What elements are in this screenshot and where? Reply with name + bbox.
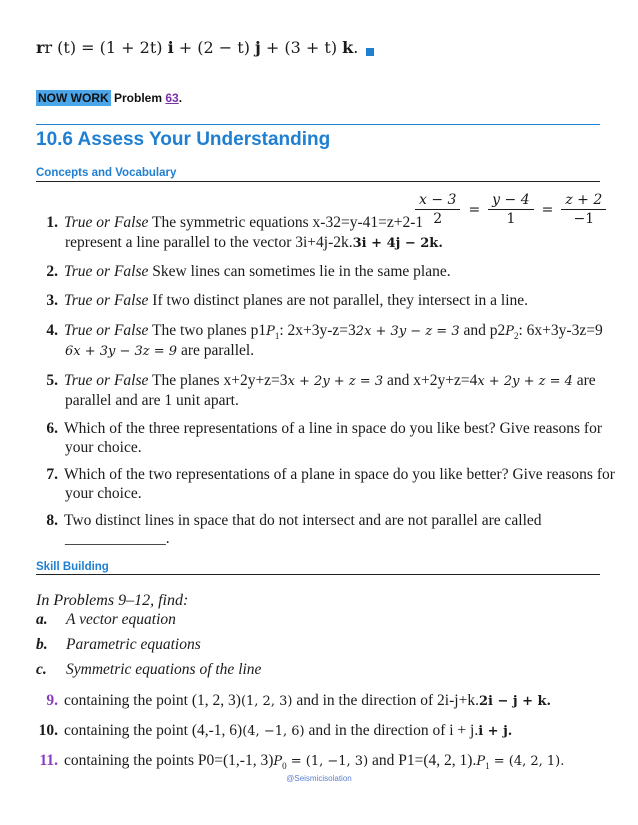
true-false-label: True or False: [64, 292, 149, 309]
section-title: 10.6 Assess Your Understanding: [36, 129, 331, 150]
subsection-concepts: Concepts and Vocabulary: [36, 167, 177, 179]
subsection-divider: [36, 574, 600, 575]
question-text: containing the points P0=(1,-1, 3): [64, 752, 274, 769]
frac-den: 2: [433, 211, 443, 227]
part-letter: b.: [36, 636, 48, 653]
frac-num: x − 3: [415, 192, 460, 210]
question-number: 5.: [46, 372, 58, 389]
question-number: 1.: [46, 214, 58, 231]
point-symbol: P: [273, 754, 283, 769]
section-divider: [36, 124, 600, 125]
now-work-callout: [36, 91, 182, 105]
question-11: [36, 752, 564, 771]
question-number[interactable]: 9.: [46, 692, 58, 709]
answer-blank: _____________.: [65, 530, 170, 547]
part-b: [36, 636, 201, 654]
question-text: The symmetric equations x-32=y-41=z+2-1: [148, 214, 424, 231]
formula-part: .: [353, 38, 359, 57]
question-text: containing the point (1, 2, 3): [64, 692, 241, 709]
question-text: Which of the two representations of a plane in space do you like better? Give reasons for: [64, 466, 615, 483]
plane-equation-math: x + 2y + z = 4: [477, 374, 573, 389]
question-2: [36, 263, 451, 281]
part-text: Parametric equations: [66, 636, 201, 653]
point-math: = (1, −1, 3): [286, 754, 369, 769]
watermark: @Seismicisolation: [286, 774, 352, 783]
frac-num: z + 2: [561, 192, 606, 210]
question-1: [36, 214, 423, 232]
question-text: : 2x+3y-z=3: [279, 322, 356, 339]
question-text: Which of the three representations of a line in space do you like best? Give reasons for: [64, 420, 603, 437]
question-8-line2: [65, 530, 170, 548]
question-number: 10.: [38, 722, 58, 739]
question-text: represent a line parallel to the vector 3i+4j-2k.: [65, 234, 353, 251]
question-text: parallel and are 1 unit apart.: [65, 392, 239, 409]
vector-math: i + j.: [478, 724, 513, 739]
part-letter: c.: [36, 661, 47, 678]
question-text: and in the direction of 2i-j+k.: [292, 692, 479, 709]
question-text: your choice.: [65, 485, 142, 502]
point-subscript: 0: [282, 761, 287, 772]
question-7: [36, 466, 615, 484]
plane-equation-math: x + 2y + z = 3: [287, 374, 384, 389]
frac-den: 1: [506, 211, 516, 227]
now-work-badge: NOW WORK: [38, 91, 109, 105]
point-symbol: P: [476, 754, 486, 769]
question-10: [36, 722, 512, 740]
question-text: are: [572, 372, 596, 389]
question-number: 3.: [46, 292, 58, 309]
part-text: Symmetric equations of the line: [66, 661, 262, 678]
formula-part: + (2 − t): [173, 38, 256, 57]
part-letter: a.: [36, 611, 48, 628]
question-8: [36, 512, 542, 530]
equals-sign: =: [541, 201, 554, 218]
question-text: If two distinct planes are not parallel, they intersect in a line.: [148, 292, 529, 309]
part-text: A vector equation: [66, 611, 176, 628]
problem-link[interactable]: 63: [165, 91, 179, 105]
question-text: The planes x+2y+z=3: [148, 372, 288, 389]
formula-k: k: [342, 38, 354, 57]
subsection-skill-building: Skill Building: [36, 561, 109, 573]
plane-symbol: P: [266, 324, 275, 339]
question-text: : 6x+3y-3z=9: [518, 322, 603, 339]
question-text: containing the point (4,-1, 6): [64, 722, 243, 739]
formula-part: + (3 + t): [260, 38, 343, 57]
point-math: = (4, 2, 1).: [489, 754, 565, 769]
question-text: and p2: [459, 322, 506, 339]
equals-sign: =: [468, 201, 481, 218]
frac-num: y − 4: [488, 192, 533, 210]
formula-r: r: [36, 38, 45, 57]
now-work-text: Problem: [114, 91, 166, 105]
question-4-line2: [65, 342, 254, 360]
question-text: are parallel.: [177, 342, 255, 359]
question-6-line2: [65, 439, 142, 457]
question-5-line2: [65, 392, 239, 410]
now-work-period: .: [178, 91, 183, 105]
true-false-label: True or False: [64, 372, 149, 389]
true-false-label: True or False: [64, 322, 149, 339]
vector-math: 2i − j + k.: [478, 694, 552, 709]
true-false-label: True or False: [64, 263, 149, 280]
true-false-label: True or False: [64, 214, 149, 231]
question-text: and x+2y+z=4: [383, 372, 478, 389]
question-text: your choice.: [65, 439, 142, 456]
question-7-line2: [65, 485, 142, 503]
part-c: [36, 661, 261, 679]
question-text: Two distinct lines in space that do not intersect and are not parallel are called: [64, 512, 542, 529]
question-text: The two planes p1: [148, 322, 267, 339]
point-math: (4, −1, 6): [242, 724, 305, 739]
question-text: Skew lines can sometimes lie in the same plane.: [148, 263, 451, 280]
point-subscript: 1: [485, 761, 490, 772]
question-9: [36, 692, 551, 710]
question-3: [36, 292, 528, 310]
vector-function-formula: [36, 38, 374, 57]
vector-math: 3i + 4j − 2k.: [352, 236, 443, 251]
formula-i: i: [167, 38, 174, 57]
formula-j: j: [255, 38, 261, 57]
end-of-example-icon: [366, 48, 374, 56]
plane-symbol: P: [505, 324, 514, 339]
question-number: 2.: [46, 263, 58, 280]
plane-equation-math: 6x + 3y − 3z = 9: [65, 344, 178, 359]
question-number[interactable]: 11.: [39, 752, 58, 769]
part-a: [36, 611, 176, 629]
question-text: and in the direction of i + j.: [304, 722, 479, 739]
question-text: and P1=(4, 2, 1).: [368, 752, 477, 769]
problems-intro: In Problems 9–12, find:: [36, 592, 189, 609]
frac-den: −1: [573, 211, 595, 227]
question-4: [36, 322, 603, 341]
question-number: 6.: [46, 420, 58, 437]
point-math: (1, 2, 3): [240, 694, 293, 709]
plane-subscript: 1: [274, 331, 280, 342]
formula-part: r (t) = (1 + 2t): [44, 38, 168, 57]
question-1-line2: [65, 234, 443, 252]
plane-subscript: 2: [514, 331, 519, 342]
question-5: [36, 372, 596, 390]
question-6: [36, 420, 602, 438]
question-number: 8.: [46, 512, 58, 529]
plane-equation-math: 2x + 3y − z = 3: [355, 324, 460, 339]
symmetric-equation-fraction: [412, 192, 609, 227]
subsection-divider: [36, 181, 600, 182]
question-number: 4.: [46, 322, 58, 339]
question-number: 7.: [46, 466, 58, 483]
